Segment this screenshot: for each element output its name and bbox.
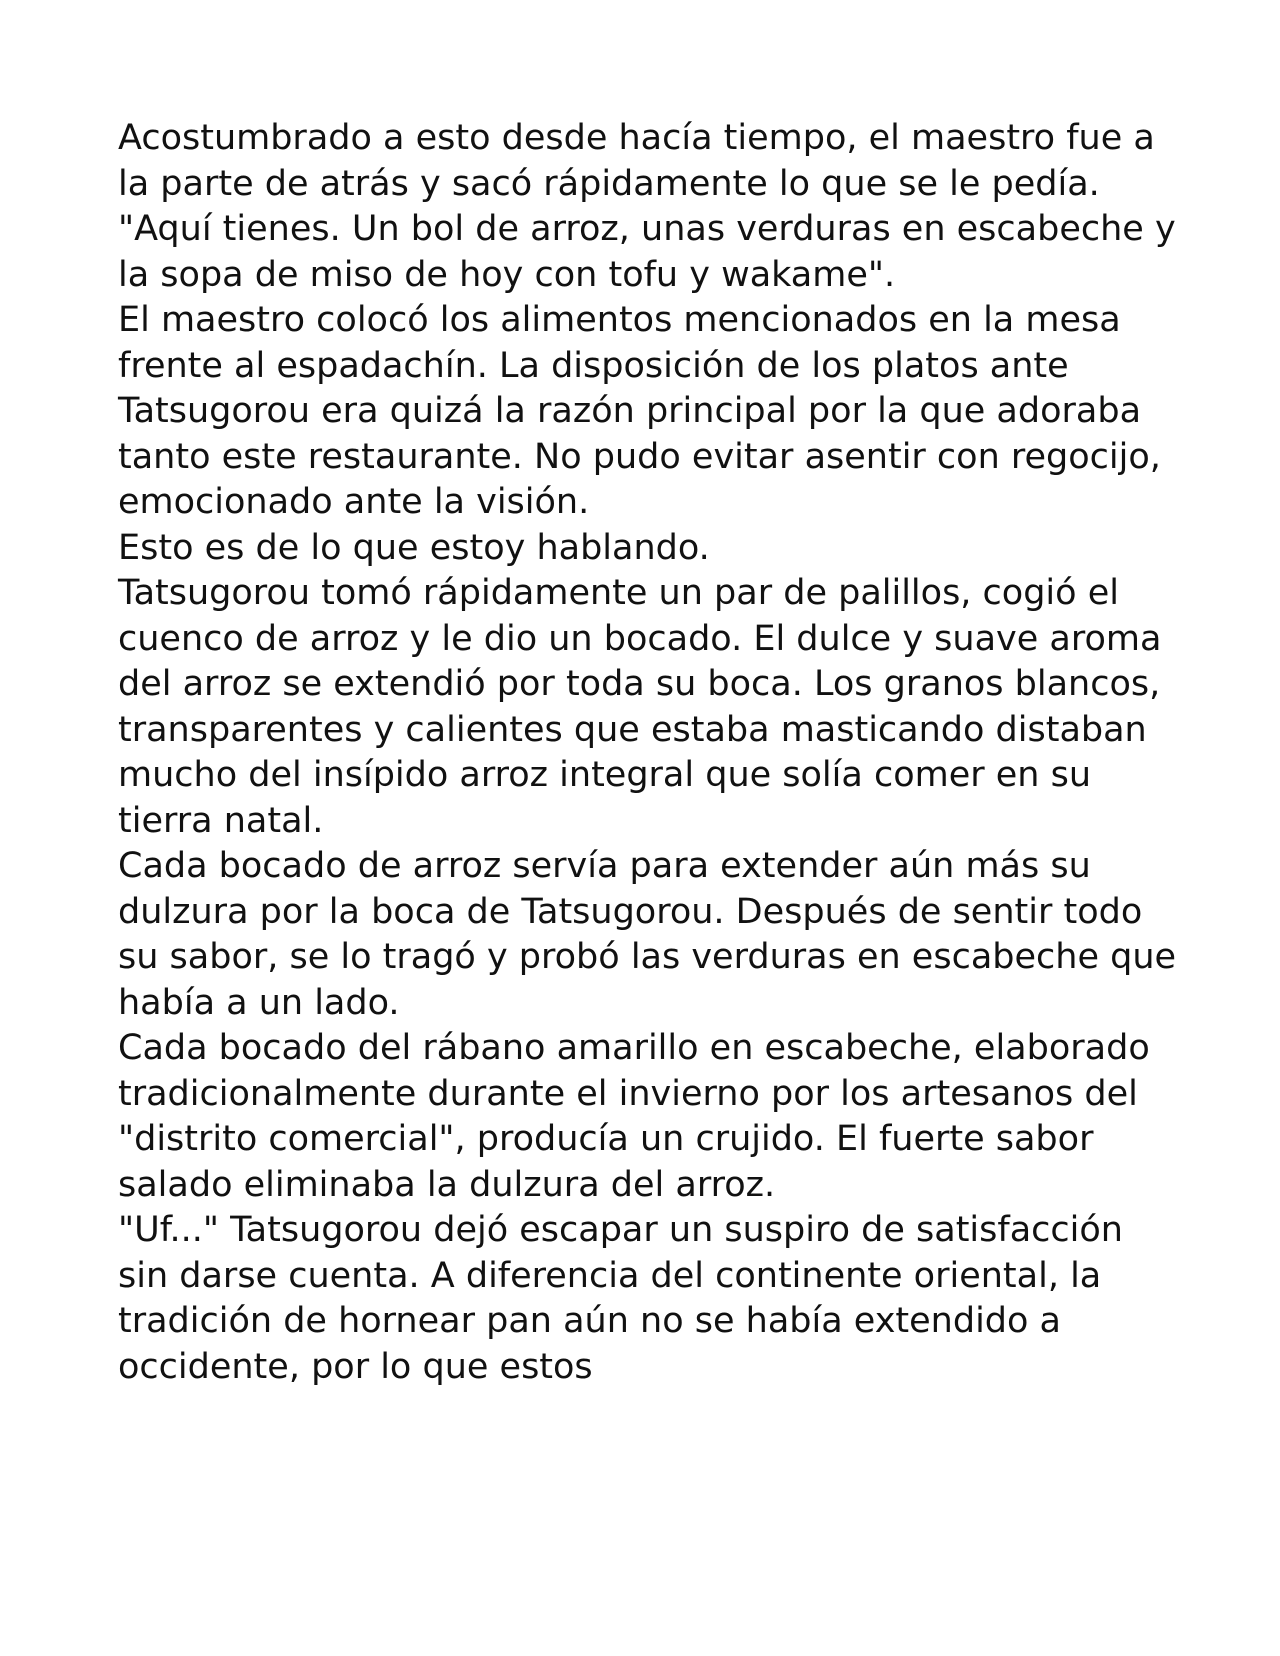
paragraph-5: Tatsugorou tomó rápidamente un par de palillos, cogió el cuenco de arroz y le dio un bocado. El dulce y suave aroma del arroz se extendió por toda su boca. Los granos blancos, transparentes y calientes que estaba masticando distaban mucho del insípido arroz integral que solía comer en su tierra natal. xyxy=(118,573,1162,841)
paragraph-3: El maestro colocó los alimentos mencionados en la mesa frente al espadachín. La disposición de los platos ante Tatsugorou era quizá la razón principal por la que adoraba tanto este restaurante. No pudo evitar asentir con regocijo, emocionado ante la visión. xyxy=(118,300,1161,522)
paragraph-6: Cada bocado de arroz servía para extender aún más su dulzura por la boca de Tatsugorou. Después de sentir todo su sabor, se lo tragó y probó las verduras en escabeche que había a un lado. xyxy=(118,846,1177,1023)
paragraph-4: Esto es de lo que estoy hablando. xyxy=(118,527,710,568)
document-body xyxy=(118,116,1178,1390)
paragraph-2: "Aquí tienes. Un bol de arroz, unas verduras en escabeche y la sopa de miso de hoy con tofu y wakame". xyxy=(118,209,1176,295)
paragraph-1: Acostumbrado a esto desde hacía tiempo, el maestro fue a la parte de atrás y sacó rápidamente lo que se le pedía. xyxy=(118,118,1155,204)
paragraph-7: Cada bocado del rábano amarillo en escabeche, elaborado tradicionalmente durante el invierno por los artesanos del "distrito comercial", producía un crujido. El fuerte sabor salado eliminaba la dulzura del arroz. xyxy=(118,1028,1150,1205)
paragraph-8: "Uf..." Tatsugorou dejó escapar un suspiro de satisfacción sin darse cuenta. A diferencia del continente oriental, la tradición de hornear pan aún no se había extendido a occidente, por lo que estos xyxy=(118,1210,1123,1387)
